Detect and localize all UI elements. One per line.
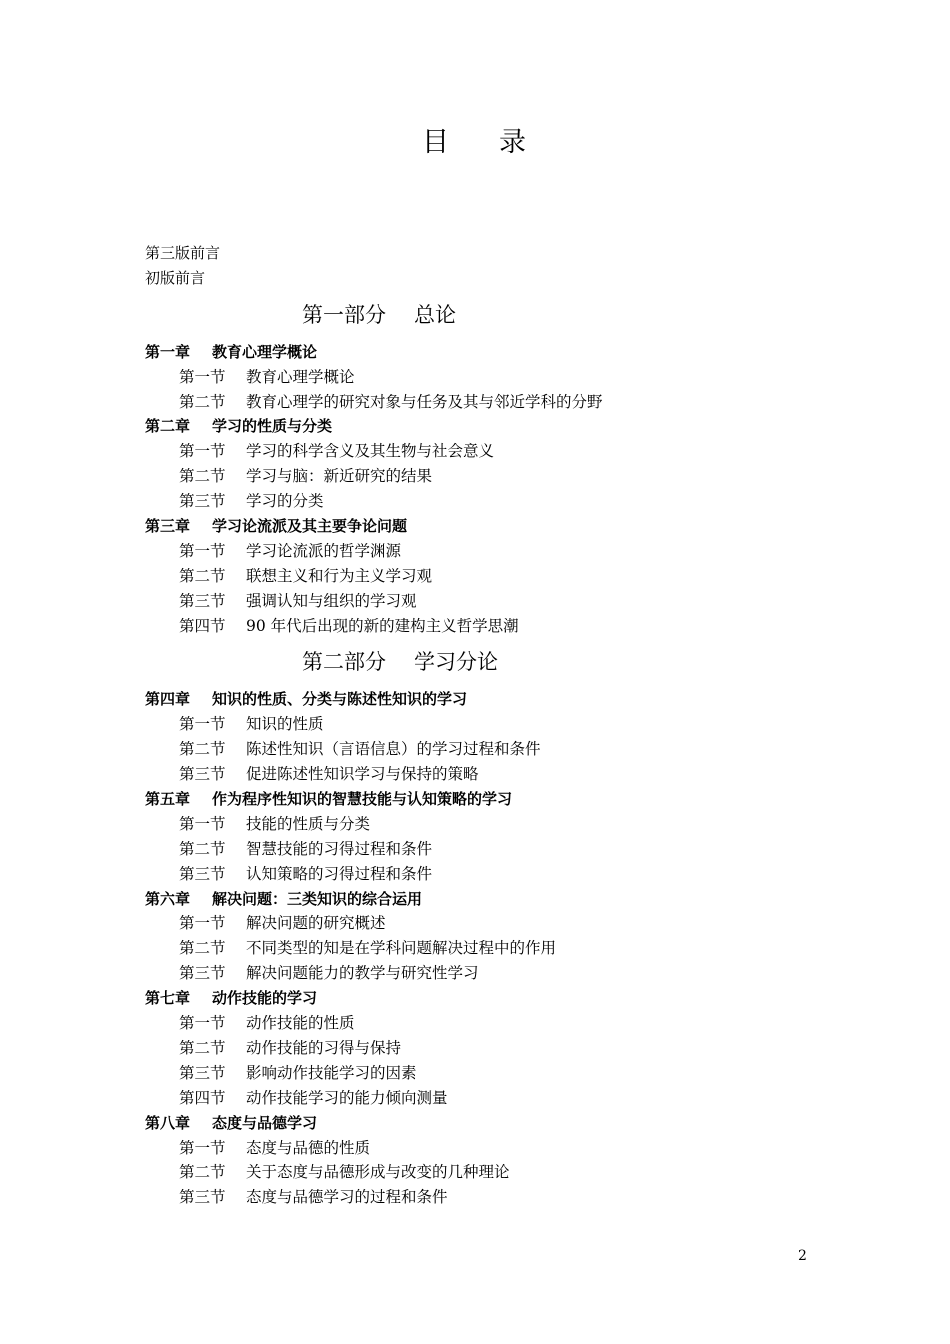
toc-section-entry[interactable] xyxy=(145,539,845,564)
toc-section-title: 学习的分类 xyxy=(246,492,324,511)
toc-section-entry[interactable] xyxy=(145,737,845,762)
toc-chapter-title: 学习论流派及其主要争论问题 xyxy=(212,517,408,536)
toc-section-title: 动作技能的性质 xyxy=(246,1014,355,1033)
toc-section-title: 联想主义和行为主义学习观 xyxy=(246,566,433,585)
toc-section-title: 态度与品德的性质 xyxy=(246,1138,371,1157)
toc-section-entry[interactable] xyxy=(145,1011,845,1036)
toc-section-number: 第二节 xyxy=(179,740,226,759)
toc-section-number: 第一节 xyxy=(179,1138,226,1157)
toc-chapter-title: 教育心理学概论 xyxy=(212,342,318,361)
toc-part-label: 第二部分 xyxy=(302,650,386,675)
toc-section-title: 不同类型的知是在学科问题解决过程中的作用 xyxy=(246,939,557,958)
toc-chapter-title: 作为程序性知识的智慧技能与认知策略的学习 xyxy=(212,790,513,809)
toc-section-title: 90 年代后出现的新的建构主义哲学思潮 xyxy=(246,616,519,635)
toc-section-entry[interactable] xyxy=(145,1036,845,1061)
toc-section-title: 陈述性知识（言语信息）的学习过程和条件 xyxy=(246,740,541,759)
toc-section-title: 学习与脑：新近研究的结果 xyxy=(246,467,433,486)
toc-chapter-entry[interactable] xyxy=(145,1111,845,1136)
toc-section-entry[interactable] xyxy=(145,589,845,614)
toc-section-title: 动作技能学习的能力倾向测量 xyxy=(246,1088,448,1107)
toc-part-label: 第一部分 xyxy=(302,302,386,327)
toc-section-title: 关于态度与品德形成与改变的几种理论 xyxy=(246,1163,510,1182)
toc-section-number: 第二节 xyxy=(179,392,226,411)
toc-section-number: 第一节 xyxy=(179,814,226,833)
toc-section-entry[interactable] xyxy=(145,1136,845,1161)
toc-section-title: 影响动作技能学习的因素 xyxy=(246,1063,417,1082)
toc-section-entry[interactable] xyxy=(145,762,845,787)
toc-section-title: 教育心理学的研究对象与任务及其与邻近学科的分野 xyxy=(246,392,603,411)
toc-section-entry[interactable] xyxy=(145,390,845,415)
toc-section-title: 智慧技能的习得过程和条件 xyxy=(246,839,433,858)
table-of-contents xyxy=(145,241,845,1210)
toc-section-title: 动作技能的习得与保持 xyxy=(246,1038,402,1057)
toc-section-title: 技能的性质与分类 xyxy=(246,814,371,833)
toc-chapter-number: 第六章 xyxy=(145,889,191,908)
toc-chapter-entry[interactable] xyxy=(145,687,845,712)
toc-chapter-title: 学习的性质与分类 xyxy=(212,417,333,436)
page-title-char: 目 xyxy=(422,127,451,158)
toc-section-title: 教育心理学概论 xyxy=(246,367,355,386)
toc-section-number: 第一节 xyxy=(179,914,226,933)
toc-section-entry[interactable] xyxy=(145,1086,845,1111)
toc-section-entry[interactable] xyxy=(145,1185,845,1210)
toc-chapter-title: 解决问题：三类知识的综合运用 xyxy=(212,889,423,908)
toc-chapter-entry[interactable] xyxy=(145,787,845,812)
toc-section-title: 解决问题能力的教学与研究性学习 xyxy=(246,964,479,983)
toc-section-title: 认知策略的习得过程和条件 xyxy=(246,864,433,883)
toc-section-entry[interactable] xyxy=(145,439,845,464)
toc-section-entry[interactable] xyxy=(145,1160,845,1185)
toc-chapter-number: 第三章 xyxy=(145,517,191,536)
toc-section-title: 学习的科学含义及其生物与社会意义 xyxy=(246,442,495,461)
toc-chapter-title: 知识的性质、分类与陈述性知识的学习 xyxy=(212,690,468,709)
toc-section-entry[interactable] xyxy=(145,812,845,837)
toc-chapter-title: 动作技能的学习 xyxy=(212,989,318,1008)
toc-section-number: 第三节 xyxy=(179,765,226,784)
toc-section-entry[interactable] xyxy=(145,489,845,514)
toc-section-title: 促进陈述性知识学习与保持的策略 xyxy=(246,765,479,784)
toc-section-number: 第一节 xyxy=(179,442,226,461)
toc-section-number: 第四节 xyxy=(179,616,226,635)
toc-part-heading xyxy=(145,291,845,340)
toc-chapter-entry[interactable] xyxy=(145,887,845,912)
toc-section-entry[interactable] xyxy=(145,614,845,639)
toc-section-number: 第二节 xyxy=(179,839,226,858)
toc-section-entry[interactable] xyxy=(145,961,845,986)
toc-section-entry[interactable] xyxy=(145,936,845,961)
toc-chapter-number: 第四章 xyxy=(145,690,191,709)
toc-chapter-number: 第五章 xyxy=(145,790,191,809)
toc-chapter-entry[interactable] xyxy=(145,414,845,439)
toc-section-number: 第三节 xyxy=(179,964,226,983)
toc-section-title: 知识的性质 xyxy=(246,715,324,734)
toc-section-number: 第四节 xyxy=(179,1088,226,1107)
toc-chapter-number: 第一章 xyxy=(145,342,191,361)
toc-section-entry[interactable] xyxy=(145,862,845,887)
page-title-char: 录 xyxy=(499,127,528,158)
toc-section-number: 第二节 xyxy=(179,566,226,585)
page-number: 2 xyxy=(798,1248,807,1264)
page-title xyxy=(0,120,950,159)
toc-section-entry[interactable] xyxy=(145,911,845,936)
toc-section-entry[interactable] xyxy=(145,564,845,589)
toc-part-title: 学习分论 xyxy=(414,650,498,675)
toc-section-title: 解决问题的研究概述 xyxy=(246,914,386,933)
toc-chapter-entry[interactable] xyxy=(145,340,845,365)
toc-section-entry[interactable] xyxy=(145,464,845,489)
toc-section-entry[interactable] xyxy=(145,712,845,737)
toc-chapter-entry[interactable] xyxy=(145,986,845,1011)
toc-part-title: 总论 xyxy=(414,302,456,327)
toc-section-entry[interactable] xyxy=(145,1061,845,1086)
toc-section-number: 第一节 xyxy=(179,541,226,560)
toc-section-number: 第二节 xyxy=(179,1038,226,1057)
toc-chapter-entry[interactable] xyxy=(145,514,845,539)
toc-section-number: 第二节 xyxy=(179,467,226,486)
toc-section-title: 强调认知与组织的学习观 xyxy=(246,591,417,610)
toc-chapter-title: 态度与品德学习 xyxy=(212,1113,318,1132)
toc-chapter-number: 第七章 xyxy=(145,989,191,1008)
toc-section-entry[interactable] xyxy=(145,837,845,862)
toc-section-number: 第一节 xyxy=(179,367,226,386)
toc-preface-entry[interactable]: 初版前言 xyxy=(145,268,206,287)
toc-part-heading xyxy=(145,638,845,687)
toc-section-number: 第一节 xyxy=(179,1014,226,1033)
toc-section-number: 第三节 xyxy=(179,591,226,610)
toc-section-number: 第二节 xyxy=(179,1163,226,1182)
toc-section-number: 第三节 xyxy=(179,492,226,511)
toc-section-number: 第一节 xyxy=(179,715,226,734)
toc-chapter-number: 第二章 xyxy=(145,417,191,436)
toc-section-number: 第二节 xyxy=(179,939,226,958)
toc-section-number: 第三节 xyxy=(179,1188,226,1207)
toc-section-title: 态度与品德学习的过程和条件 xyxy=(246,1188,448,1207)
toc-section-entry[interactable] xyxy=(145,365,845,390)
toc-chapter-number: 第八章 xyxy=(145,1113,191,1132)
toc-section-title: 学习论流派的哲学渊源 xyxy=(246,541,402,560)
toc-preface-entry[interactable]: 第三版前言 xyxy=(145,244,221,262)
toc-section-number: 第三节 xyxy=(179,864,226,883)
toc-section-number: 第三节 xyxy=(179,1063,226,1082)
